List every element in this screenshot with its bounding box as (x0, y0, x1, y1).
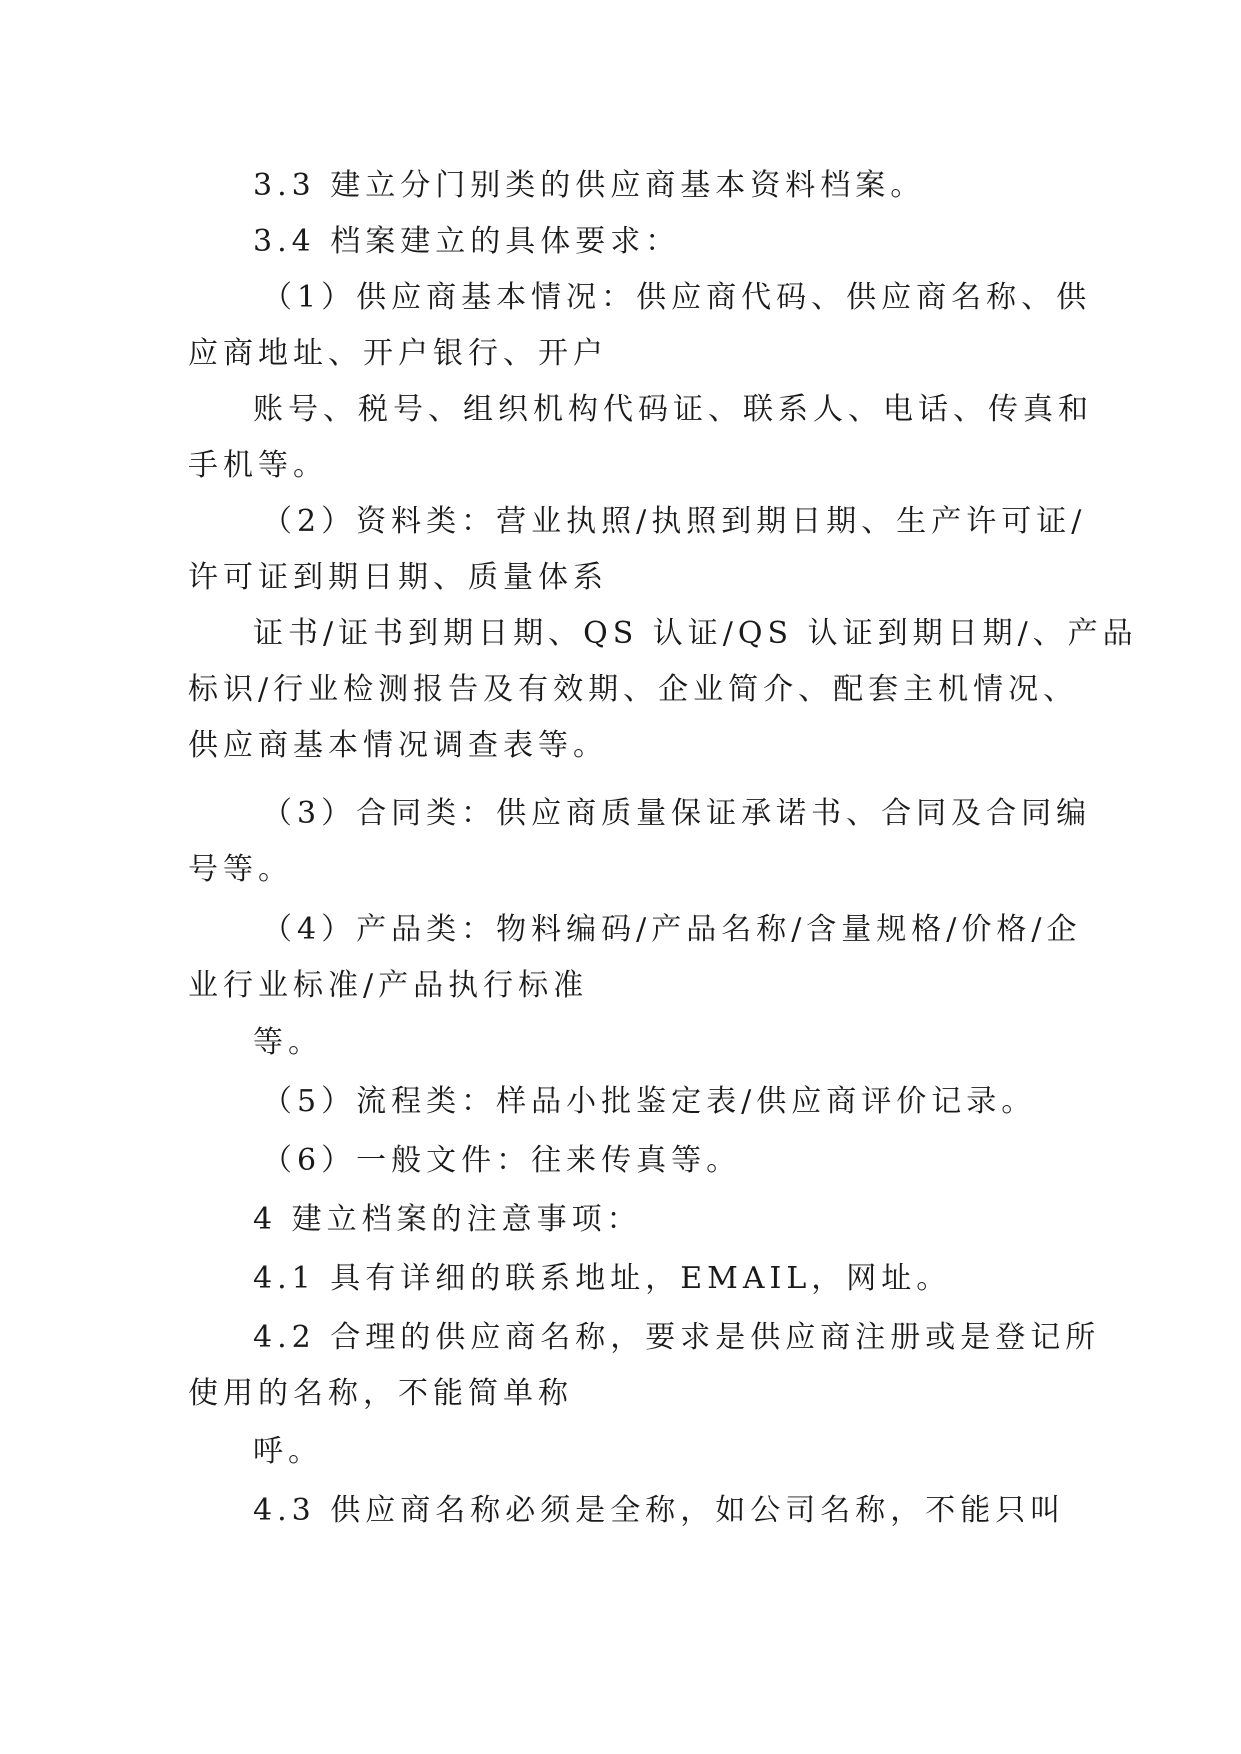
item-6: （6）一般文件：往来传真等。 (262, 1143, 742, 1178)
item-1-line-2: 应商地址、开户银行、开户 (188, 336, 608, 371)
paragraph-4-3-line-1: 4.3 供应商名称必须是全称，如公司名称，不能只叫 (253, 1493, 1066, 1528)
item-5: （5）流程类：样品小批鉴定表/供应商评价记录。 (262, 1084, 1037, 1119)
item-1-line-3: 账号、税号、组织机构代码证、联系人、电话、传真和 (253, 392, 1093, 427)
item-2-line-1: （2）资料类：营业执照/执照到期日期、生产许可证/ (262, 504, 1087, 539)
item-1-line-4: 手机等。 (188, 448, 328, 483)
item-1-line-1: （1）供应商基本情况：供应商代码、供应商名称、供 (262, 280, 1092, 315)
paragraph-4-2-line-2: 使用的名称，不能简单称 (188, 1376, 573, 1411)
item-4-line-1: （4）产品类：物料编码/产品名称/含量规格/价格/企 (262, 912, 1082, 947)
item-2-line-5: 供应商基本情况调查表等。 (188, 728, 608, 763)
item-2-line-4: 标识/行业检测报告及有效期、企业简介、配套主机情况、 (188, 672, 1079, 707)
item-3-line-2: 号等。 (188, 852, 293, 887)
paragraph-4-2-line-1: 4.2 合理的供应商名称，要求是供应商注册或是登记所 (253, 1320, 1101, 1355)
paragraph-3-3: 3.3 建立分门别类的供应商基本资料档案。 (253, 168, 926, 203)
paragraph-4-1: 4.1 具有详细的联系地址，EMAIL，网址。 (253, 1261, 952, 1296)
item-2-line-2: 许可证到期日期、质量体系 (188, 560, 608, 595)
paragraph-4-2-line-3: 呼。 (253, 1434, 323, 1469)
section-4-heading: 4 建立档案的注意事项： (253, 1202, 642, 1237)
item-4-line-2: 业行业标准/产品执行标准 (188, 968, 589, 1003)
paragraph-3-4: 3.4 档案建立的具体要求： (253, 224, 681, 259)
item-3-line-1: （3）合同类：供应商质量保证承诺书、合同及合同编 (262, 796, 1092, 831)
item-2-line-3: 证书/证书到期日期、QS 认证/QS 认证到期日期/、产品 (253, 616, 1138, 651)
item-4-line-3: 等。 (253, 1025, 323, 1060)
